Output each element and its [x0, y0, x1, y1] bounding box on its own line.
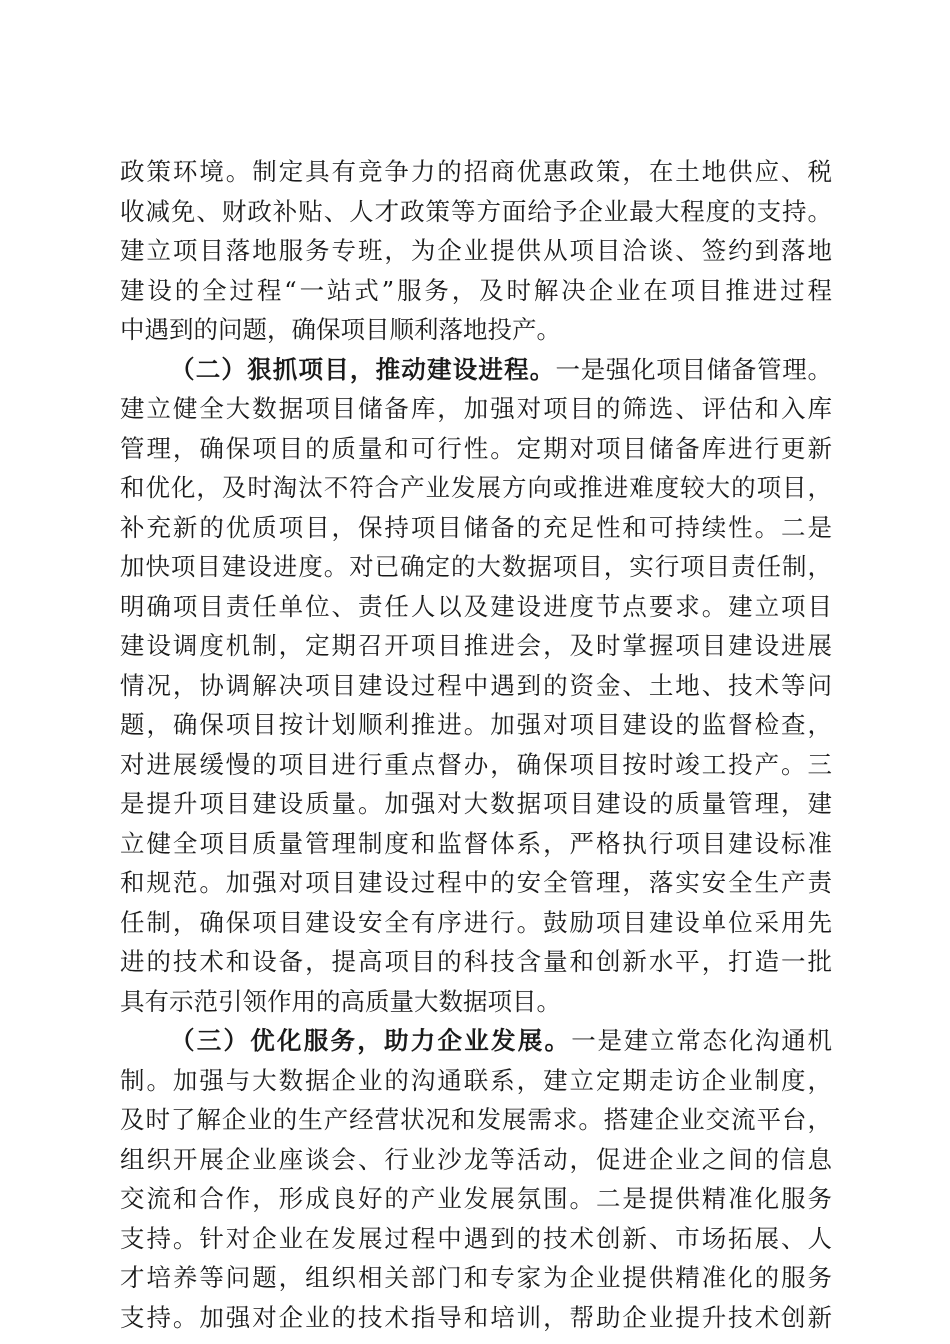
text-line: 管理，确保项目的质量和可行性。定期对项目储备库进行更新 — [120, 433, 832, 463]
paragraph-1 — [120, 152, 832, 350]
text-line: 制。加强与大数据企业的沟通联系，建立定期走访企业制度， — [120, 1065, 832, 1095]
text-run: 一是强化项目储备管理。 — [555, 354, 832, 384]
text-line: 立健全项目质量管理制度和监督体系，严格执行项目建设标准 — [120, 828, 832, 858]
text-line: 及时了解企业的生产经营状况和发展需求。搭建企业交流平台， — [120, 1105, 832, 1134]
text-line: 组织开展企业座谈会、行业沙龙等活动，促进企业之间的信息 — [120, 1144, 832, 1174]
section-heading: （二）狠抓项目，推动建设进程。 — [170, 354, 556, 384]
text-line: 支持。针对企业在发展过程中遇到的技术创新、市场拓展、人 — [120, 1223, 832, 1253]
text-line: 建设调度机制，定期召开项目推进会，及时掌握项目建设进展 — [120, 631, 832, 660]
text-line: 建立健全大数据项目储备库，加强对项目的筛选、评估和入库 — [120, 394, 832, 423]
text-line: 才培养等问题，组织相关部门和专家为企业提供精准化的服务 — [120, 1263, 832, 1292]
paragraph-first-line — [120, 350, 832, 390]
text-line: 收减免、财政补贴、人才政策等方面给予企业最大程度的支持。 — [120, 196, 832, 226]
text-line: 支持。加强对企业的技术指导和培训，帮助企业提升技术创新 — [120, 1302, 832, 1332]
text-line: 交流和合作，形成良好的产业发展氛围。二是提供精准化服务 — [120, 1184, 832, 1213]
text-line: 补充新的优质项目，保持项目储备的充足性和可持续性。二是 — [120, 512, 832, 542]
section-heading: （三）优化服务，助力企业发展。 — [170, 1026, 572, 1055]
text-line: 明确项目责任单位、责任人以及建设进度节点要求。建立项目 — [120, 591, 832, 621]
text-line: 对进展缓慢的项目进行重点督办，确保项目按时竣工投产。三 — [120, 749, 832, 779]
text-line: 是提升项目建设质量。加强对大数据项目建设的质量管理，建 — [120, 789, 832, 818]
paragraph-first-line — [120, 1021, 832, 1061]
text-line: 建设的全过程“一站式”服务，及时解决企业在项目推进过程 — [120, 275, 832, 305]
text-line: 政策环境。制定具有竞争力的招商优惠政策，在土地供应、税 — [120, 157, 832, 186]
text-line: 具有示范引领作用的高质量大数据项目。 — [120, 986, 561, 1016]
text-line: 和规范。加强对项目建设过程中的安全管理，落实安全生产责 — [120, 868, 832, 897]
text-line: 加快项目建设进度。对已确定的大数据项目，实行项目责任制， — [120, 552, 832, 581]
text-line: 中遇到的问题，确保项目顺利落地投产。 — [120, 315, 561, 344]
text-line: 进的技术和设备，提高项目的科技含量和创新水平，打造一批 — [120, 947, 832, 976]
document-body — [120, 152, 832, 1337]
text-line: 题，确保项目按计划顺利推进。加强对项目建设的监督检查， — [120, 710, 832, 739]
paragraph-3 — [120, 1021, 832, 1337]
text-run: 一是建立常态化沟通机 — [571, 1026, 832, 1055]
text-line: 情况，协调解决项目建设过程中遇到的资金、土地、技术等问 — [120, 670, 832, 700]
text-line: 建立项目落地服务专班，为企业提供从项目洽谈、签约到落地 — [120, 236, 832, 265]
paragraph-2 — [120, 350, 832, 1022]
text-line: 任制，确保项目建设安全有序进行。鼓励项目建设单位采用先 — [120, 907, 832, 937]
text-line: 和优化，及时淘汰不符合产业发展方向或推进难度较大的项目， — [120, 473, 832, 502]
